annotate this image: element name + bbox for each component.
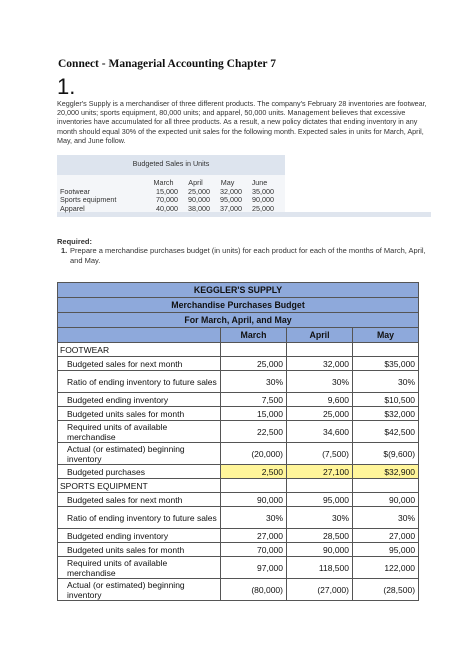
table-cell[interactable]: 90,000 bbox=[221, 493, 287, 507]
table-cell[interactable]: 122,000 bbox=[353, 557, 419, 579]
section-heading: FOOTWEAR bbox=[58, 343, 221, 357]
table-cell[interactable]: 97,000 bbox=[221, 557, 287, 579]
table-cell: 90,000 bbox=[188, 195, 210, 205]
table-row bbox=[58, 557, 419, 579]
table-cell[interactable]: 30% bbox=[353, 507, 419, 529]
table-cell[interactable]: (28,500) bbox=[353, 579, 419, 601]
table-cell[interactable]: 30% bbox=[221, 371, 287, 393]
table-cell[interactable]: 27,000 bbox=[353, 529, 419, 543]
table-cell[interactable]: 25,000 bbox=[287, 407, 353, 421]
table-cell[interactable]: 34,600 bbox=[287, 421, 353, 443]
company-heading: KEGGLER'S SUPPLY bbox=[58, 283, 419, 298]
table-cell[interactable]: (7,500) bbox=[287, 443, 353, 465]
table-row bbox=[58, 465, 419, 479]
table-cell[interactable]: 7,500 bbox=[221, 393, 287, 407]
table-cell[interactable]: 25,000 bbox=[221, 357, 287, 371]
column-header: June bbox=[251, 178, 268, 187]
table-cell: 25,000 bbox=[252, 203, 274, 213]
highlighted-cell[interactable]: 27,100 bbox=[287, 465, 353, 479]
row-label: Apparel bbox=[60, 203, 85, 213]
sales-table-caption: Budgeted Sales in Units bbox=[132, 159, 210, 168]
table-cell[interactable]: 9,600 bbox=[287, 393, 353, 407]
column-header: April bbox=[188, 178, 203, 187]
row-label: Footwear bbox=[60, 186, 90, 196]
table-row bbox=[58, 393, 419, 407]
question-number: 1. bbox=[57, 74, 76, 99]
row-label: Budgeted sales for next month bbox=[58, 357, 221, 371]
question-intro: Keggler's Supply is a merchandiser of three different products. The company's February 28 inventories are footwear, 20,000 units; sports equipment, 80,000 units; and apparel, 50,000 units. Management believes that excessive inventories have accumulated for all three products. As a result, a new policy dictates that ending inventory in any month should equal 30% of the expected unit sales for the following month. Expected sales in units for March, April, May, and June follow. bbox=[57, 99, 427, 145]
table-cell[interactable]: $(9,600) bbox=[353, 443, 419, 465]
table-cell[interactable]: 90,000 bbox=[287, 543, 353, 557]
row-label: Actual (or estimated) beginning inventory bbox=[58, 443, 221, 465]
section-row bbox=[58, 343, 419, 357]
table-cell[interactable]: 90,000 bbox=[353, 493, 419, 507]
table-cell: 15,000 bbox=[156, 186, 178, 196]
table-row bbox=[58, 543, 419, 557]
table-row bbox=[58, 283, 419, 298]
row-label: Budgeted sales for next month bbox=[58, 493, 221, 507]
row-label: Ratio of ending inventory to future sales bbox=[58, 507, 221, 529]
row-label: Budgeted units sales for month bbox=[58, 543, 221, 557]
row-label: Ratio of ending inventory to future sales bbox=[58, 371, 221, 393]
column-header: April bbox=[287, 328, 353, 343]
table-cell: 37,000 bbox=[220, 203, 242, 213]
column-header: May bbox=[353, 328, 419, 343]
table-cell[interactable]: 30% bbox=[221, 507, 287, 529]
table-cell[interactable]: 27,000 bbox=[221, 529, 287, 543]
required-item-text: Prepare a merchandise purchases budget (in units) for each product for each of the months of March, April, and May. bbox=[70, 246, 426, 265]
table-row bbox=[58, 579, 419, 601]
table-cell[interactable]: 118,500 bbox=[287, 557, 353, 579]
table-cell[interactable]: 22,500 bbox=[221, 421, 287, 443]
table-cell: 32,000 bbox=[220, 186, 242, 196]
table-cell[interactable]: 30% bbox=[287, 507, 353, 529]
table-cell: 90,000 bbox=[252, 195, 274, 205]
table-cell: 95,000 bbox=[220, 195, 242, 205]
table-cell[interactable]: 95,000 bbox=[287, 493, 353, 507]
table-cell: 38,000 bbox=[188, 203, 210, 213]
table-row bbox=[58, 357, 419, 371]
table-cell[interactable]: 32,000 bbox=[287, 357, 353, 371]
table-row bbox=[58, 421, 419, 443]
table-row bbox=[58, 298, 419, 313]
table-row bbox=[58, 507, 419, 529]
table-cell[interactable]: 30% bbox=[287, 371, 353, 393]
row-label: Required units of available merchandise bbox=[58, 557, 221, 579]
table-row bbox=[58, 443, 419, 465]
column-header: March bbox=[221, 328, 287, 343]
table-cell[interactable]: (80,000) bbox=[221, 579, 287, 601]
row-label: Actual (or estimated) beginning inventory bbox=[58, 579, 221, 601]
table-row bbox=[58, 529, 419, 543]
merchandise-purchases-budget bbox=[57, 282, 419, 601]
section-row bbox=[58, 479, 419, 493]
required-item-number: 1. bbox=[61, 246, 68, 255]
table-cell[interactable]: (27,000) bbox=[287, 579, 353, 601]
section-heading: SPORTS EQUIPMENT bbox=[58, 479, 221, 493]
column-header: May bbox=[220, 178, 235, 187]
row-label: Budgeted purchases bbox=[58, 465, 221, 479]
required-item bbox=[61, 246, 431, 266]
table-row bbox=[58, 328, 419, 343]
table-cell[interactable]: $35,000 bbox=[353, 357, 419, 371]
table-cell: 25,000 bbox=[188, 186, 210, 196]
table-cell[interactable]: (20,000) bbox=[221, 443, 287, 465]
row-label: Budgeted ending inventory bbox=[58, 393, 221, 407]
row-label: Budgeted ending inventory bbox=[58, 529, 221, 543]
table-cell[interactable]: $42,500 bbox=[353, 421, 419, 443]
row-label: Required units of available merchandise bbox=[58, 421, 221, 443]
table-cell[interactable]: $10,500 bbox=[353, 393, 419, 407]
table-cell[interactable]: 30% bbox=[353, 371, 419, 393]
table-cell[interactable]: 95,000 bbox=[353, 543, 419, 557]
budget-title: Merchandise Purchases Budget bbox=[58, 298, 419, 313]
row-label: Sports equipment bbox=[60, 195, 117, 205]
column-header: March bbox=[153, 178, 174, 187]
table-row bbox=[58, 371, 419, 393]
table-cell: 70,000 bbox=[156, 195, 178, 205]
table-cell[interactable]: 28,500 bbox=[287, 529, 353, 543]
table-row bbox=[58, 313, 419, 328]
table-cell: 35,000 bbox=[252, 186, 274, 196]
page-title: Connect - Managerial Accounting Chapter 7 bbox=[58, 58, 276, 70]
table-row bbox=[58, 493, 419, 507]
highlighted-cell[interactable]: $32,900 bbox=[353, 465, 419, 479]
budget-period: For March, April, and May bbox=[58, 313, 419, 328]
table-cell: 40,000 bbox=[156, 203, 178, 213]
table-row bbox=[60, 205, 277, 214]
table-cell[interactable]: $32,000 bbox=[353, 407, 419, 421]
table-cell[interactable]: 70,000 bbox=[221, 543, 287, 557]
budgeted-sales-table bbox=[60, 179, 277, 213]
table-row bbox=[58, 407, 419, 421]
table-cell[interactable]: 15,000 bbox=[221, 407, 287, 421]
row-label: Budgeted units sales for month bbox=[58, 407, 221, 421]
highlighted-cell[interactable]: 2,500 bbox=[221, 465, 287, 479]
required-label: Required: bbox=[57, 237, 93, 246]
